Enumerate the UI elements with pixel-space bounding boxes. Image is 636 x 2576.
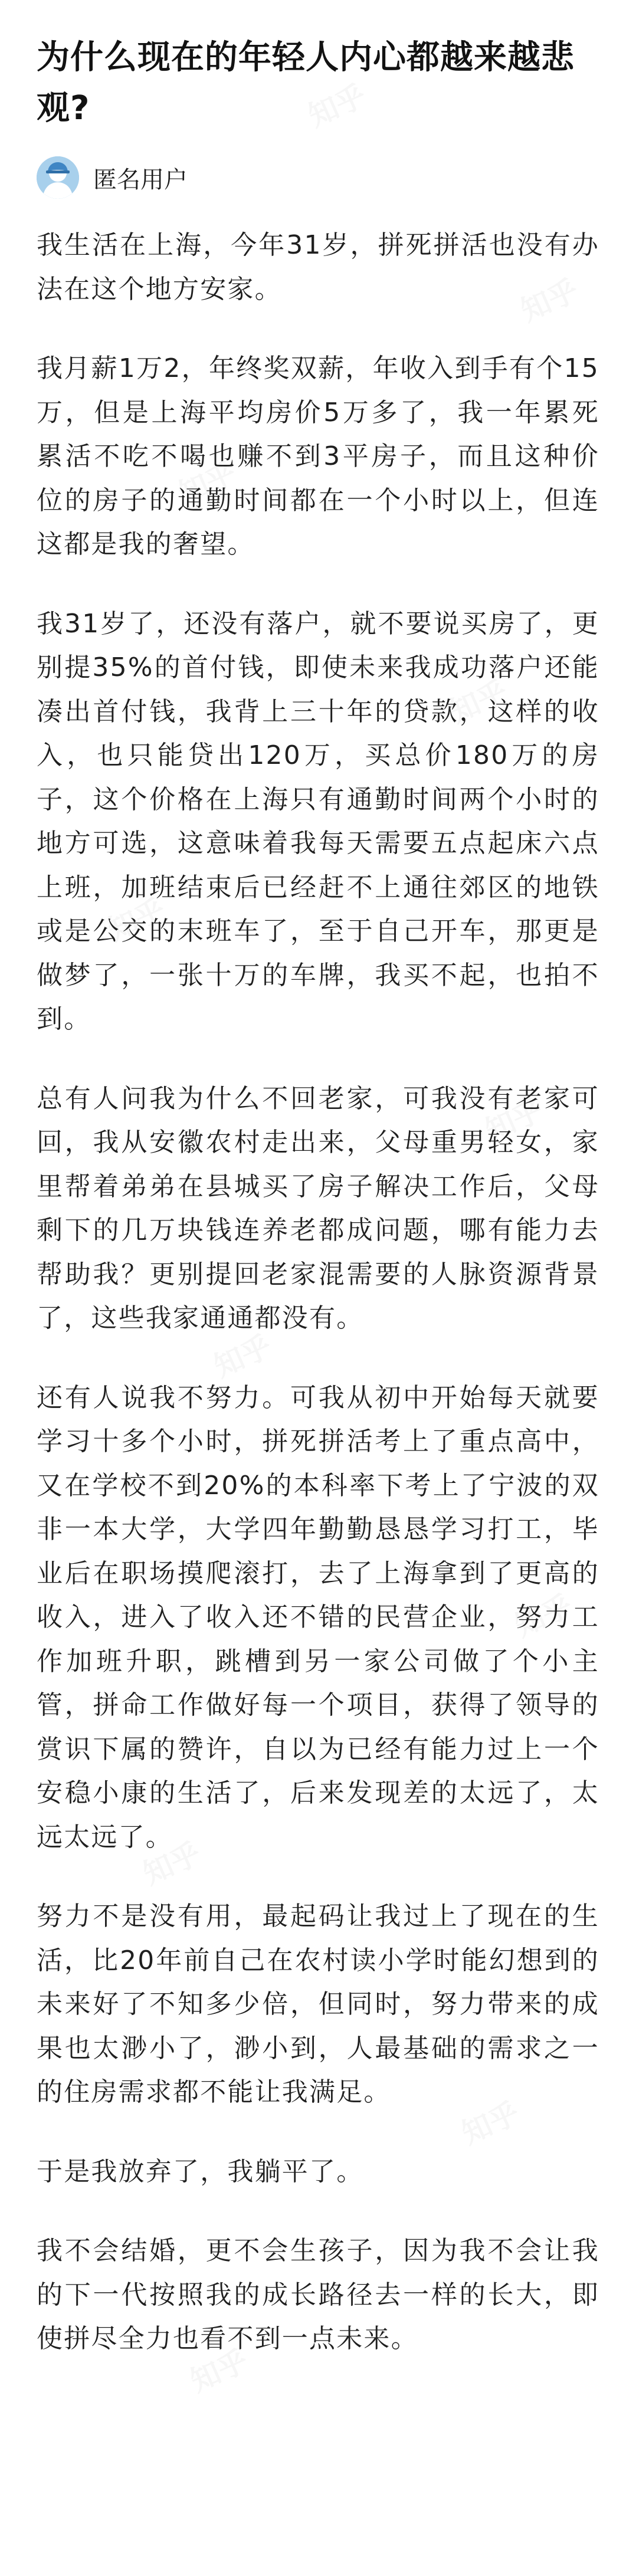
answer-paragraph: 我不会结婚，更不会生孩子，因为我不会让我的下一代按照我的成长路径去一样的长大，即使拼尽全力也看不到一点未来。 — [37, 2236, 599, 2354]
anonymous-avatar-icon-graphic — [37, 156, 79, 199]
answer-paragraph: 还有人说我不努力。可我从初中开始每天就要学习十多个小时，拼死拼活考上了重点高中，又在学校不到20%的本科率下考上了宁波的双非一本大学，大学四年勤勤恳恳学习打工，毕业后在职场摸爬滚打，去了上海拿到了更高的收入，进入了收入还不错的民营企业，努力工作加班升职，跳槽到另一家公司做了个小主管，拼命工作做好每一个项目，获得了领导的赏识下属的赞许，自以为已经有能力过上一个安稳小康的生活了，后来发现差的太远了，太远太远了。 — [37, 1382, 599, 1852]
answer-paragraph: 努力不是没有用，最起码让我过上了现在的生活，比20年前自己在农村读小学时能幻想到的未来好了不知多少倍，但同时，努力带来的成果也太渺小了，渺小到，人最基础的需求之一的住房需求都不能让我满足。 — [37, 1901, 599, 2107]
author-row[interactable] — [37, 154, 599, 201]
answer-paragraph: 我生活在上海，今年31岁，拼死拼活也没有办法在这个地方安家。 — [37, 230, 599, 304]
answer-content — [37, 224, 599, 2361]
answer-paragraph: 总有人问我为什么不回老家，可我没有老家可回，我从安徽农村走出来，父母重男轻女，家里帮着弟弟在县城买了房子解决工作后，父母剩下的几万块钱连养老都成问题，哪有能力去帮助我？更别提回老家混需要的人脉资源背景了，这些我家通通都没有。 — [37, 1083, 599, 1333]
anonymous-avatar-icon[interactable] — [37, 156, 79, 199]
author-name[interactable]: 匿名用户 — [93, 166, 188, 193]
answer-paragraph: 于是我放弃了，我躺平了。 — [37, 2156, 364, 2187]
answer-paragraph: 我31岁了，还没有落户，就不要说买房了，更别提35%的首付钱，即使未来我成功落户还能凑出首付钱，我背上三十年的贷款，这样的收入，也只能贷出120万，买总价180万的房子，这个价格在上海只有通勤时间两个小时的地方可选，这意味着我每天需要五点起床六点上班，加班结束后已经赶不上通往郊区的地铁或是公交的末班车了，至于自己开车，那更是做梦了，一张十万的车牌，我买不起，也拍不到。 — [37, 608, 599, 1034]
answer-paragraph: 我月薪1万2，年终奖双薪，年收入到手有个15万，但是上海平均房价5万多了，我一年累死累活不吃不喝也赚不到3平房子，而且这种价位的房子的通勤时间都在一个小时以上，但连这都是我的奢望。 — [37, 353, 599, 559]
question-title[interactable]: 为什么现在的年轻人内心都越来越悲观? — [37, 38, 575, 127]
